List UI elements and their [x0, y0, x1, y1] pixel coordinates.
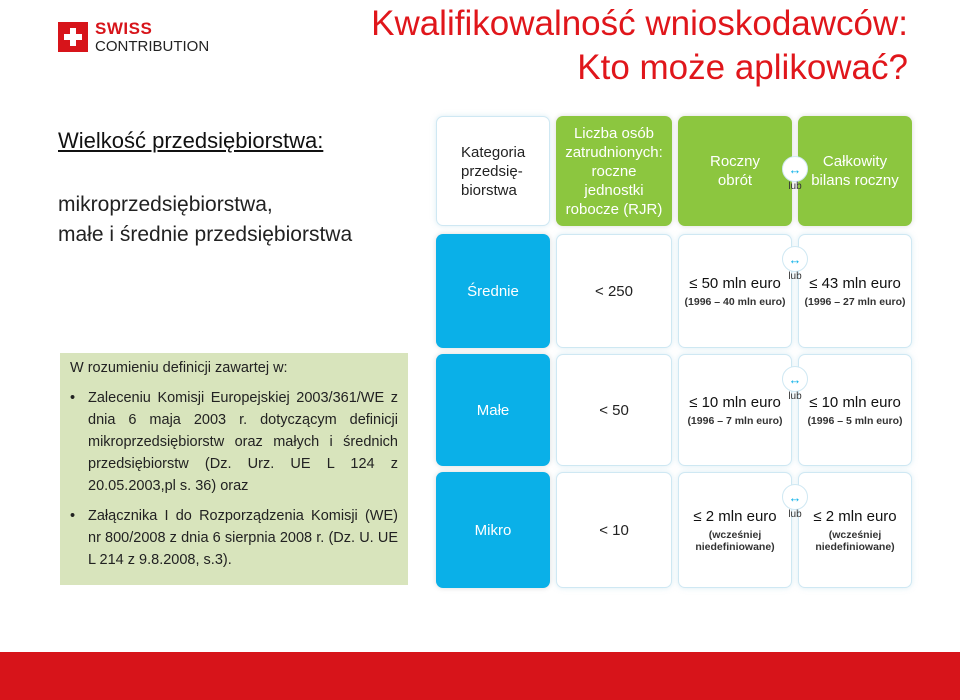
header-turnover-text: Roczny obrót: [709, 153, 761, 189]
definition-item-text: Załącznika I do Rozporządzenia Komisji (WE) nr 800/2008 z dnia 6 sierpnia 2008 r. (Dz. U. UE L 214 z 9.8.2008, s.3).: [88, 508, 398, 568]
row-medium-employees: [556, 234, 672, 348]
definition-intro: W rozumieniu definicji zawartej w:: [70, 360, 288, 376]
swiss-contribution-logo: [58, 19, 218, 62]
title-line-1: Kwalifikowalność wnioskodawców:: [371, 4, 908, 43]
bullet: •: [70, 508, 76, 524]
row-medium-category: [436, 234, 550, 348]
row-small-employees: [556, 354, 672, 466]
lub-badge: [782, 246, 808, 286]
swiss-cross-icon: [58, 22, 88, 52]
lub-label: lub: [788, 391, 802, 402]
balance-note: (1996 – 5 mln euro): [807, 414, 903, 427]
company-size-line-1: mikroprzedsiębiorstwa,: [58, 193, 273, 216]
turnover-note: (1996 – 7 mln euro): [687, 414, 783, 427]
employees-value: < 50: [599, 401, 629, 419]
row-micro-employees: [556, 472, 672, 588]
balance-value: ≤ 43 mln euro: [809, 274, 901, 292]
row-micro-balance: [798, 472, 912, 588]
row-micro-turnover: [678, 472, 792, 588]
balance-note: (wcześniej niedefiniowane): [815, 528, 895, 553]
header-category-text: Kategoria przedsię-biorstwa: [461, 143, 526, 199]
turnover-value: ≤ 50 mln euro: [689, 274, 781, 292]
header-balance-text: Całkowity bilans roczny: [811, 153, 899, 189]
employees-value: < 10: [599, 521, 629, 539]
employees-value: < 250: [595, 282, 633, 300]
turnover-value: ≤ 10 mln euro: [689, 393, 781, 411]
balance-value: ≤ 2 mln euro: [813, 507, 897, 525]
row-small-turnover: [678, 354, 792, 466]
arrows-icon: ↔: [782, 246, 808, 272]
lub-badge: [782, 156, 808, 196]
lub-badge: [782, 366, 808, 406]
turnover-note: (wcześniej niedefiniowane): [695, 528, 775, 553]
row-medium-turnover: [678, 234, 792, 348]
arrows-icon: ↔: [782, 366, 808, 392]
definition-item: [70, 387, 398, 497]
lub-label: lub: [788, 271, 802, 282]
logo-text-contribution: CONTRIBUTION: [95, 38, 210, 55]
title-line-2: Kto może aplikować?: [577, 48, 908, 87]
definition-item-text: Zaleceniu Komisji Europejskiej 2003/361/WE z dnia 6 maja 2003 r. dotyczącym definicji mikroprzedsiębiorstw oraz małych i średnich przedsiębiorstw (Dz. Urz. UE L 124 z 20.05.2003,pl s. 36) oraz: [88, 390, 398, 494]
company-size-text: [58, 190, 352, 250]
arrows-icon: ↔: [782, 156, 808, 182]
row-small-category: [436, 354, 550, 466]
header-employees-text: Liczba osób zatrudnionych: roczne jednostki robocze (RJR): [565, 124, 663, 218]
bullet: •: [70, 390, 76, 406]
arrows-icon: ↔: [782, 484, 808, 510]
row-category-label: Małe: [476, 401, 510, 419]
definition-item: [70, 505, 398, 571]
company-size-line-2: małe i średnie przedsiębiorstwa: [58, 223, 353, 246]
row-category-label: Mikro: [474, 521, 512, 539]
turnover-note: (1996 – 40 mln euro): [684, 295, 786, 308]
turnover-value: ≤ 2 mln euro: [693, 507, 777, 525]
lub-label: lub: [788, 181, 802, 192]
balance-note: (1996 – 27 mln euro): [804, 295, 906, 308]
company-size-heading: Wielkość przedsiębiorstwa:: [58, 128, 324, 153]
balance-value: ≤ 10 mln euro: [809, 393, 901, 411]
row-micro-category: [436, 472, 550, 588]
header-employees: [556, 116, 672, 226]
lub-label: lub: [788, 509, 802, 520]
lub-badge: [782, 484, 808, 524]
row-category-label: Średnie: [467, 282, 519, 300]
page-title: [371, 2, 908, 90]
header-balance: [798, 116, 912, 226]
row-small-balance: [798, 354, 912, 466]
footer-band: [0, 652, 960, 700]
row-medium-balance: [798, 234, 912, 348]
header-turnover: [678, 116, 792, 226]
logo-text-swiss: SWISS: [95, 19, 153, 38]
definition-box: [60, 353, 408, 585]
header-category: [436, 116, 550, 226]
